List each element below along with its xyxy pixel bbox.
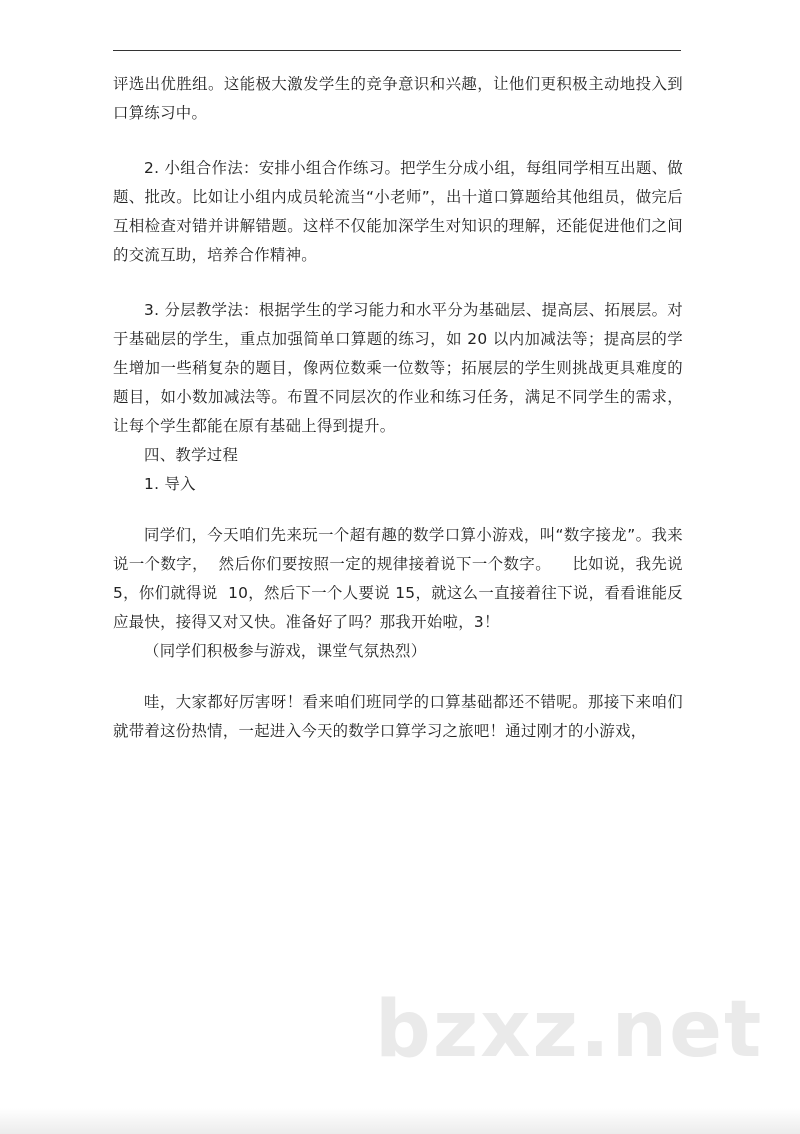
site-watermark: bzxz.net <box>375 985 764 1075</box>
paragraph-layered-teaching: 3. 分层教学法：根据学生的学习能力和水平分为基础层、提高层、拓展层。对于基础层的学生，重点加强简单口算题的练习，如 20 以内加减法等；提高层的学生增加一些稍复杂的题目，像两位数乘一位数等；拓展层的学生则挑战更具难度的题目，如小数加减法等。布置不同层次的作业和练习任务，满足不同学生的需求，让每个学生都能在原有基础上得到提升。 <box>113 301 683 435</box>
paragraph-continuation: 评选出优胜组。这能极大激发学生的竞争意识和兴趣，让他们更积极主动地投入到口算练习中。 <box>113 75 683 122</box>
header-rule <box>113 50 681 51</box>
document-body <box>113 70 689 746</box>
paragraph-classroom-note: （同学们积极参与游戏，课堂气氛热烈） <box>144 642 427 660</box>
section-heading-teaching-process: 四、教学过程 <box>144 446 239 464</box>
paragraph-number-game: 同学们，今天咱们先来玩一个超有趣的数学口算小游戏，叫“数字接龙”。我来说一个数字， 然后你们要按照一定的规律接着说下一个数字。 比如说，我先说 5，你们就得说 10，然后下一个人要说 15，就这么一直接着往下说，看看谁能反应最快，接得又对又快。准备好了吗？那我开始啦，3！ <box>113 526 689 631</box>
paragraph-group-cooperation: 2. 小组合作法：安排小组合作练习。把学生分成小组，每组同学相互出题、做题、批改。比如让小组内成员轮流当“小老师”，出十道口算题给其他组员，做完后互相检查对错并讲解错题。这样不仅能加深学生对知识的理解，还能促进他们之间的交流互助，培养合作精神。 <box>113 159 683 264</box>
subsection-heading-intro: 1. 导入 <box>144 475 196 493</box>
paragraph-transition: 哇，大家都好厉害呀！看来咱们班同学的口算基础都还不错呢。那接下来咱们就带着这份热情，一起进入今天的数学口算学习之旅吧！通过刚才的小游戏， <box>113 693 683 740</box>
page-bottom-edge <box>0 1108 800 1134</box>
